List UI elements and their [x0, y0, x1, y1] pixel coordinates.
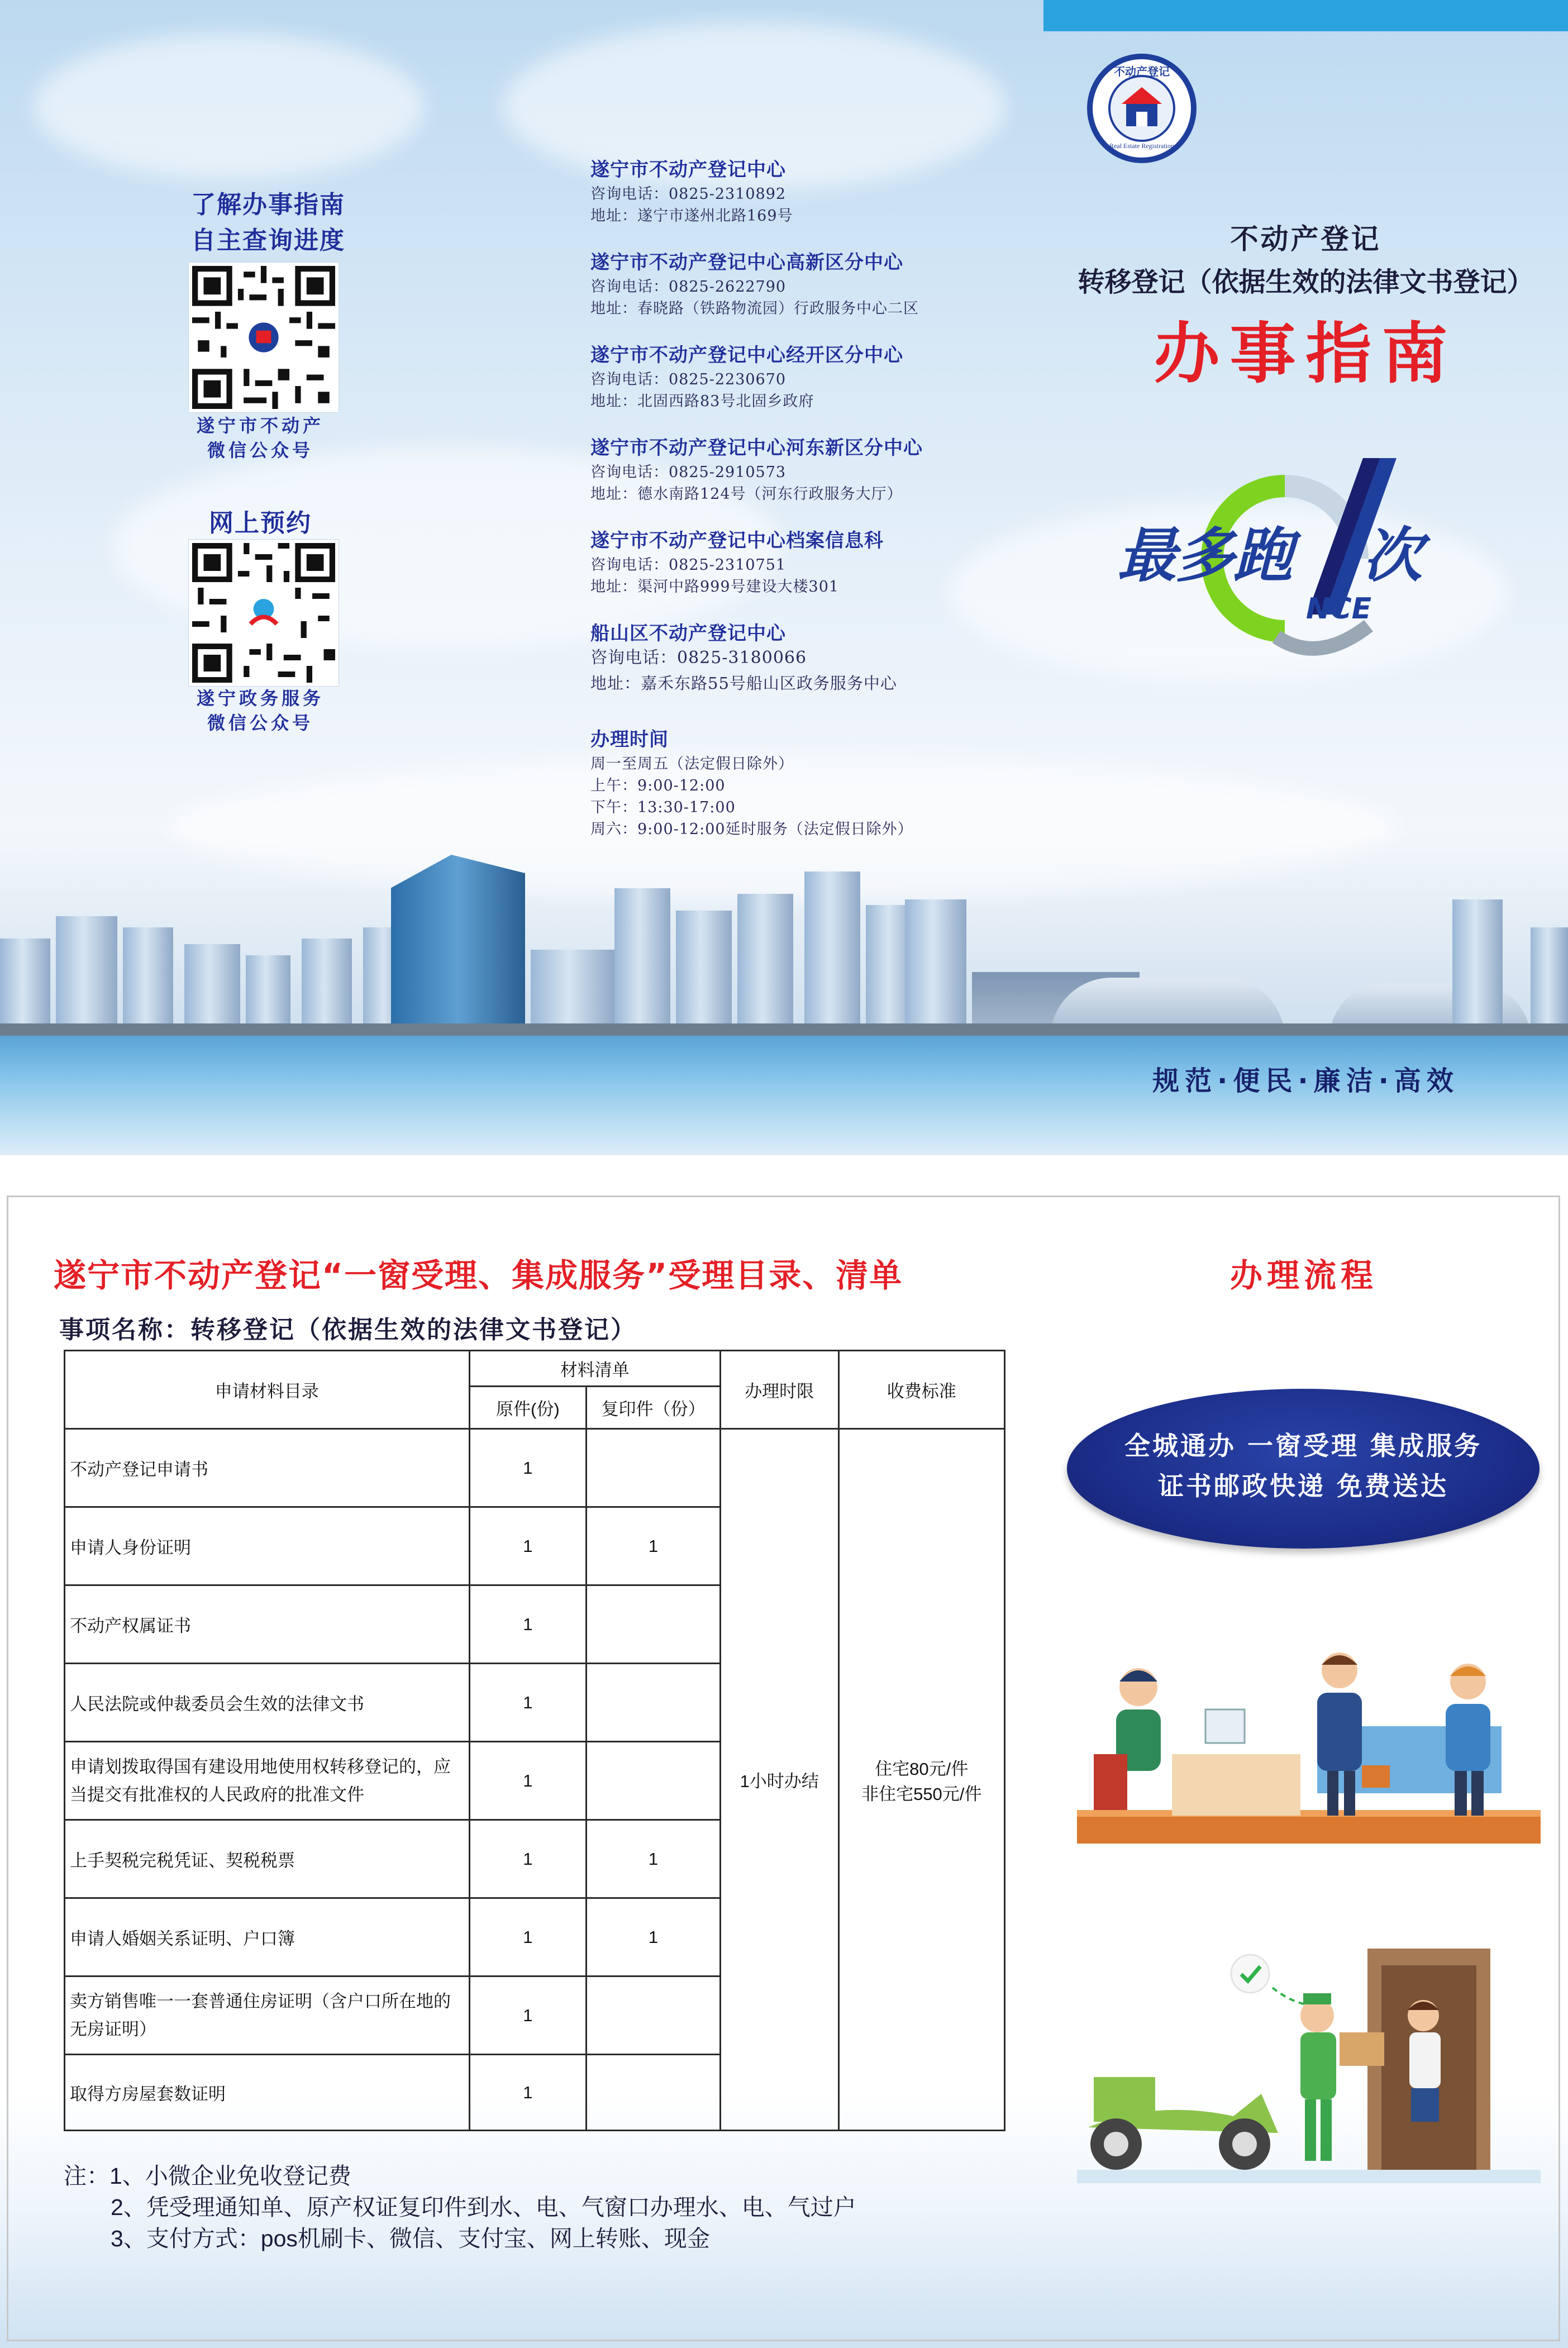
material-cell: 上手契税完税凭证、契税税票 [65, 1820, 470, 1898]
subtitle-transfer-registration: 转移登记（依据生效的法律文书登记） [1078, 266, 1534, 298]
office-1 [590, 154, 1015, 225]
qr2-caption [156, 686, 364, 735]
table-row [65, 1429, 1005, 1507]
guide-query-title [128, 184, 408, 256]
copy-count-cell [587, 1664, 721, 1742]
fee-residential: 住宅80元/件 [875, 1759, 969, 1779]
original-count-cell: 1 [469, 1507, 587, 1585]
material-cell: 人民法院或仲裁委员会生效的法律文书 [65, 1664, 470, 1742]
hours-title: 办理时间 [590, 728, 669, 751]
office-name: 船山区不动产登记中心 [590, 622, 786, 645]
building [1531, 927, 1568, 1039]
material-cell: 卖方销售唯一一套普通住房证明（含户口所在地的无房证明） [65, 1976, 470, 2055]
header-time-limit: 办理时限 [720, 1351, 838, 1429]
copy-count-cell [587, 1742, 721, 1820]
material-cell: 不动产权属证书 [65, 1585, 470, 1664]
business-hours [590, 724, 1015, 839]
building [804, 871, 860, 1039]
original-count-cell: 1 [469, 1820, 587, 1898]
hours-line: 周六：9:00-12:00延时服务（法定假日除外） [590, 821, 913, 838]
fee-cell [838, 1429, 1005, 2131]
office-address: 地址：春晓路（铁路物流园）行政服务中心二区 [590, 300, 919, 317]
office-5 [590, 525, 1015, 596]
motto: 规范·便民·廉洁·高效 [1152, 1065, 1459, 1097]
slogan-most-run: 最多跑 [1117, 521, 1291, 590]
logo-text-bottom: Real Estate Registration [1109, 142, 1174, 150]
copy-count-cell [587, 1429, 721, 1507]
subtitle-real-estate-registration: 不动产登记 [1230, 223, 1381, 255]
brochure-cover [0, 0, 1568, 1155]
item-name: 事项名称：转移登记（依据生效的法律文书登记） [59, 1316, 637, 1344]
office-address: 地址：德水南路124号（河东行政服务大厅） [590, 485, 903, 503]
header-material-list: 申请材料目录 [65, 1351, 470, 1429]
building [737, 894, 793, 1039]
process-title: 办理流程 [1229, 1256, 1378, 1294]
office-address: 地址：渠河中路999号建设大楼301 [590, 578, 840, 596]
office-phone: 咨询电话：0825-3180066 [590, 648, 807, 668]
office-2 [590, 247, 1015, 318]
office-address: 地址：遂宁市遂州北路169号 [590, 207, 793, 225]
oval-line-1: 全城通办 一窗受理 集成服务 [1124, 1431, 1483, 1461]
copy-count-cell: 1 [587, 1820, 721, 1898]
office-name: 遂宁市不动产登记中心 [590, 159, 786, 181]
office-6 [590, 618, 1015, 694]
office-name: 遂宁市不动产登记中心河东新区分中心 [590, 437, 923, 459]
time-limit-cell: 1小时办结 [720, 1429, 838, 2131]
office-name: 遂宁市不动产登记中心高新区分中心 [590, 251, 903, 274]
original-count-cell: 1 [469, 1742, 587, 1820]
realestate-wechat-qr-code[interactable] [189, 263, 339, 412]
building [905, 899, 966, 1039]
material-cell: 取得方房屋套数证明 [65, 2055, 470, 2131]
qr-code-icon [192, 543, 335, 683]
courier-delivery-illustration [1077, 1949, 1541, 2183]
material-cell: 申请人婚姻关系证明、户口簿 [65, 1898, 470, 1976]
header-original: 原件(份) [469, 1387, 587, 1429]
qr2-caption-line2: 微信公众号 [207, 712, 313, 734]
office-phone: 咨询电话：0825-2310751 [590, 556, 787, 574]
note-line-3: 3、支付方式：pos机刷卡、微信、支付宝、网上转账、现金 [111, 2226, 710, 2251]
office-name: 遂宁市不动产登记中心经开区分中心 [590, 344, 903, 366]
qr-code-icon [192, 266, 335, 409]
material-cell: 申请人身份证明 [65, 1507, 470, 1585]
material-cell: 不动产登记申请书 [65, 1429, 470, 1507]
header-material-checklist: 材料清单 [469, 1351, 720, 1387]
hours-line: 周一至周五（法定假日除外） [590, 755, 794, 773]
qr2-caption-line1: 遂宁政务服务 [196, 688, 324, 709]
building [614, 888, 670, 1039]
hours-line: 上午：9:00-12:00 [590, 777, 726, 794]
hours-line: 下午：13:30-17:00 [590, 799, 736, 816]
run-once-badge [1117, 447, 1508, 659]
table-header-row [65, 1351, 1005, 1387]
oval-line-2: 证书邮政快递 免费送达 [1157, 1471, 1448, 1501]
qr1-caption-line2: 微信公众号 [207, 440, 313, 461]
online-reservation-title: 网上预约 [209, 509, 312, 537]
office-phone: 咨询电话：0825-2910573 [590, 464, 787, 481]
original-count-cell: 1 [469, 1585, 587, 1664]
postal-delivery-icon [1077, 1949, 1541, 2183]
qr1-caption-line1: 遂宁市不动产 [196, 415, 324, 436]
copy-count-cell [587, 1976, 721, 2055]
note-line-2: 2、凭受理通知单、原产权证复印件到水、电、气窗口办理水、电、气过户 [111, 2194, 856, 2220]
fee-non-residential: 非住宅550元/件 [861, 1784, 982, 1804]
slogan-number-one [1334, 453, 1337, 459]
office-phone: 咨询电话：0825-2310892 [590, 185, 787, 203]
original-count-cell: 1 [469, 2055, 587, 2131]
main-title-service-guide: 办事指南 [1154, 315, 1458, 392]
clerk-and-citizens-icon [1077, 1642, 1541, 1844]
note-line-1: 注：1、小微企业免收登记费 [64, 2163, 351, 2189]
office-phone: 咨询电话：0825-2230670 [590, 371, 787, 388]
river-bank [0, 1023, 1568, 1036]
original-count-cell: 1 [469, 1664, 587, 1742]
copy-count-cell: 1 [587, 1898, 721, 1976]
material-cell: 申请划拨取得国有建设用地使用权转移登记的，应当提交有批准权的人民政府的批准文件 [65, 1742, 470, 1820]
original-count-cell: 1 [469, 1898, 587, 1976]
service-counter-illustration [1077, 1642, 1541, 1844]
building [123, 927, 173, 1039]
office-address: 地址：北固西路83号北固乡政府 [590, 393, 814, 410]
materials-table [64, 1350, 1005, 2131]
logo-text-top: 不动产登记 [1114, 65, 1170, 78]
guide-title-line1: 了解办事指南 [191, 190, 345, 219]
service-promise-oval [1067, 1389, 1540, 1549]
city-skyline [0, 827, 1568, 1039]
cloud [34, 34, 425, 179]
building [1452, 899, 1503, 1039]
header-fee: 收费标准 [838, 1351, 1005, 1429]
office-3 [590, 340, 1015, 411]
office-4 [590, 432, 1015, 503]
building [676, 911, 732, 1039]
top-accent-bar [1043, 0, 1568, 31]
real-estate-registration-logo [1087, 54, 1197, 163]
guide-title-line2: 自主查询进度 [191, 226, 345, 255]
checklist-heading: 遂宁市不动产登记“一窗受理、集成服务”受理目录、清单 [54, 1256, 903, 1294]
qr1-caption [156, 413, 364, 463]
office-name: 遂宁市不动产登记中心档案信息科 [590, 530, 884, 552]
original-count-cell: 1 [469, 1976, 587, 2055]
header-copy: 复印件（份） [587, 1387, 721, 1429]
copy-count-cell [587, 2055, 721, 2131]
glass-tower [391, 855, 525, 1039]
slogan-once-text: NCE [1306, 592, 1372, 626]
gov-service-qr-code[interactable] [189, 540, 339, 686]
office-phone: 咨询电话：0825-2622790 [590, 278, 787, 296]
building [56, 916, 117, 1039]
copy-count-cell: 1 [587, 1507, 721, 1585]
original-count-cell: 1 [469, 1429, 587, 1507]
office-address: 地址：嘉禾东路55号船山区政务服务中心 [590, 674, 897, 693]
copy-count-cell [587, 1585, 721, 1664]
slogan-times: 次 [1363, 521, 1422, 590]
